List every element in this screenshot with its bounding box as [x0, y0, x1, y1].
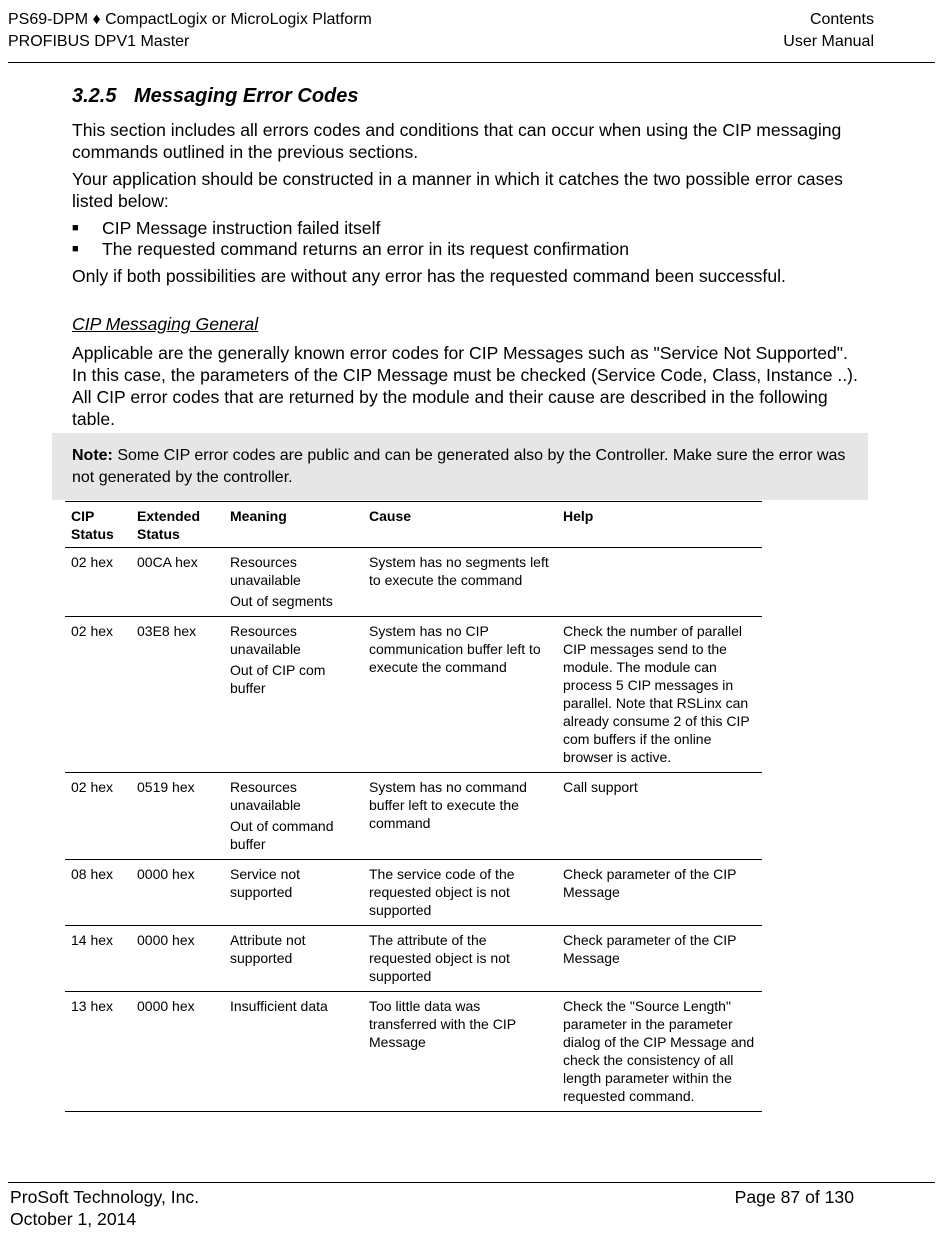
bullet-square-icon: ■: [72, 243, 79, 255]
bullet-text: CIP Message instruction failed itself: [102, 218, 381, 238]
bullet-square-icon: ■: [72, 222, 79, 234]
cell-help: Check parameter of the CIP Message: [557, 926, 762, 992]
header-section-line2: User Manual: [783, 33, 874, 50]
cell-cip-status: 13 hex: [65, 992, 131, 1112]
page-header-right: [783, 9, 874, 53]
cell-cause: System has no command buffer left to execute the command: [363, 773, 557, 860]
cip-error-codes-table: [65, 501, 762, 1112]
cell-help: Check the "Source Length" parameter in the parameter dialog of the CIP Message and check the consistency of all length parameter within the requested command.: [557, 992, 762, 1112]
cell-meaning: Service not supported: [224, 860, 363, 926]
meaning-detail: Out of CIP com buffer: [230, 662, 326, 696]
meaning-detail: Out of segments: [230, 593, 333, 609]
cell-cause: System has no CIP communication buffer left to execute the command: [363, 617, 557, 773]
cell-help: Check parameter of the CIP Message: [557, 860, 762, 926]
footer-date: October 1, 2014: [10, 1209, 137, 1229]
section-paragraph-1: This section includes all errors codes and conditions that can occur when using the CIP messaging commands outlined in the previous sections.: [72, 120, 842, 162]
table-row: [65, 617, 762, 773]
footer-rule: [8, 1182, 935, 1183]
page-header-left: [8, 9, 372, 53]
section-paragraph-2: Your application should be constructed in a manner in which it catches the two possible error cases listed below:: [72, 169, 843, 211]
table-row: [65, 860, 762, 926]
cell-extended-status: 0000 hex: [131, 926, 224, 992]
footer-company: ProSoft Technology, Inc.: [10, 1187, 200, 1207]
cell-cause: System has no segments left to execute the command: [363, 548, 557, 617]
cell-extended-status: 0519 hex: [131, 773, 224, 860]
meaning-text: Resources unavailable: [230, 623, 301, 657]
cell-meaning: [224, 548, 363, 617]
header-rule: [8, 62, 935, 63]
header-section-line1: Contents: [809, 11, 874, 28]
meaning-text: Resources unavailable: [230, 779, 301, 813]
header-product-line2: PROFIBUS DPV1 Master: [8, 33, 190, 50]
cell-cause: The attribute of the requested object is not supported: [363, 926, 557, 992]
cell-cause: The service code of the requested object is not supported: [363, 860, 557, 926]
note-box: [52, 433, 868, 500]
table-row: [65, 548, 762, 617]
section-number: 3.2.5: [72, 85, 117, 107]
table-row: [65, 773, 762, 860]
subsection-heading: CIP Messaging General: [72, 314, 259, 334]
cell-extended-status: 0000 hex: [131, 992, 224, 1112]
cell-cip-status: 08 hex: [65, 860, 131, 926]
cell-help: Call support: [557, 773, 762, 860]
cell-extended-status: 0000 hex: [131, 860, 224, 926]
col-header-help: Help: [557, 502, 762, 548]
table-header-row: [65, 502, 762, 548]
section-title: Messaging Error Codes: [134, 85, 359, 107]
header-product-line1: PS69-DPM ♦ CompactLogix or MicroLogix Platform: [8, 11, 372, 28]
page-footer-right: [735, 1186, 854, 1208]
note-label: Note:: [72, 447, 113, 464]
cell-help: Check the number of parallel CIP messages send to the module. The module can process 5 CIP messages in parallel. Note that RSLinx can already consume 2 of this CIP com buffers if the online browser is active.: [557, 617, 762, 773]
cell-meaning: [224, 773, 363, 860]
note-text: Some CIP error codes are public and can be generated also by the Controller. Make sure the error was not generated by the controller.: [72, 447, 846, 486]
table-row: [65, 926, 762, 992]
meaning-detail: Out of command buffer: [230, 818, 334, 852]
table-row: [65, 992, 762, 1112]
section-paragraph-3: Only if both possibilities are without any error has the requested command been successful.: [72, 266, 786, 286]
col-header-cip-status: CIP Status: [65, 502, 131, 548]
subsection-paragraph: Applicable are the generally known error codes for CIP Messages such as "Service Not Supported". In this case, the parameters of the CIP Message must be checked (Service Code, Class, Instance ..). All CIP error codes that are returned by the module and their cause are described in the following table.: [72, 343, 858, 429]
cell-meaning: Insufficient data: [224, 992, 363, 1112]
cell-help: [557, 548, 762, 617]
cell-extended-status: 00CA hex: [131, 548, 224, 617]
page-footer-left: [10, 1186, 199, 1230]
col-header-cause: Cause: [363, 502, 557, 548]
cell-cip-status: 02 hex: [65, 773, 131, 860]
col-header-meaning: Meaning: [224, 502, 363, 548]
cell-cip-status: 02 hex: [65, 617, 131, 773]
footer-page-number: Page 87 of 130: [734, 1187, 854, 1207]
bullet-text: The requested command returns an error in its request confirmation: [102, 239, 630, 259]
section-heading: [72, 85, 359, 108]
cell-extended-status: 03E8 hex: [131, 617, 224, 773]
meaning-text: Resources unavailable: [230, 554, 301, 588]
cell-cip-status: 14 hex: [65, 926, 131, 992]
cell-meaning: [224, 617, 363, 773]
cell-cip-status: 02 hex: [65, 548, 131, 617]
cell-meaning: Attribute not supported: [224, 926, 363, 992]
col-header-extended-status: Extended Status: [131, 502, 224, 548]
cell-cause: Too little data was transferred with the CIP Message: [363, 992, 557, 1112]
